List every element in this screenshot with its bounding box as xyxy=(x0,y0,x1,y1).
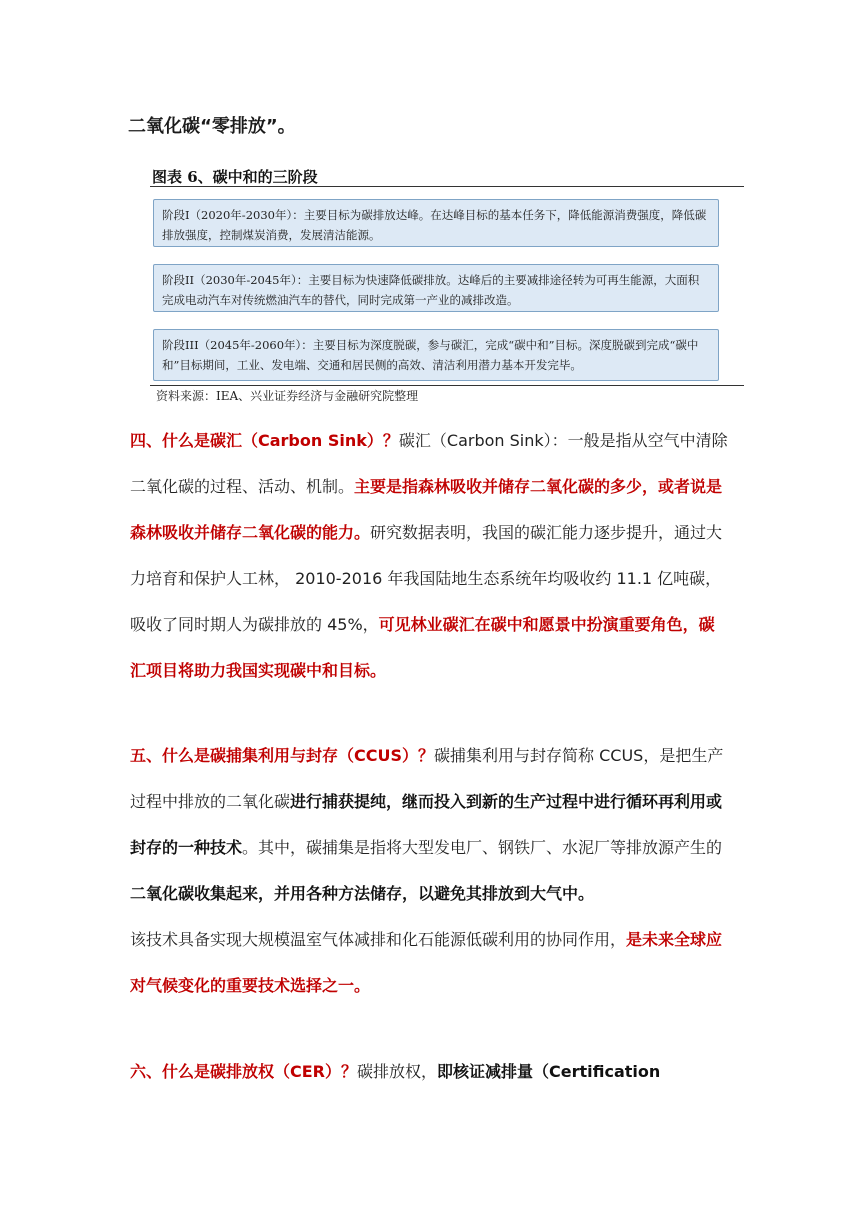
section-4-paragraph xyxy=(130,418,730,694)
stage-box-1 xyxy=(153,199,719,247)
section-5-paragraph xyxy=(130,733,730,1009)
stage-2-text: 阶段II（2030年-2045年）：主要目标为快速降低碳排放。达峰后的主要减排途径转为可再生能源，大面积完成电动汽车对传统燃油汽车的替代，同时完成第一产业的减排改造。 xyxy=(162,273,700,307)
section-4-text-1: 碳汇（Carbon Sink）：一般是指从空气中清除二氧化碳的过程、活动、机制。 xyxy=(130,431,728,496)
section-5-text-2: 。其中，碳捕集是指将大型发电厂、钢铁厂、水泥厂等排放源产生的 xyxy=(242,838,723,857)
figure-title: 图表 6、碳中和的三阶段 xyxy=(152,168,318,186)
figure-bottom-rule xyxy=(150,385,744,386)
section-4-highlight-1: 主要是指森林吸收并储存二氧化碳的多少，或者说是森林吸收并储存二氧化碳的能力。 xyxy=(130,477,723,542)
section-6-heading: 六、什么是碳排放权（CER）？ xyxy=(130,1062,357,1081)
figure-top-rule xyxy=(150,186,744,187)
stage-box-3 xyxy=(153,329,719,381)
lead-line: 二氧化碳“零排放”。 xyxy=(128,116,296,137)
stage-1-text: 阶段I（2020年-2030年）：主要目标为碳排放达峰。在达峰目标的基本任务下，降低能源消费强度，降低碳排放强度，控制煤炭消费，发展清洁能源。 xyxy=(162,208,707,242)
section-5-bold-1: 进行捕获提纯，继而投入到新的生产过程中进行循环再利用或封存的一种技术 xyxy=(130,792,723,857)
stage-3-text: 阶段III（2045年-2060年）：主要目标为深度脱碳，参与碳汇，完成“碳中和”目标。深度脱碳到完成“碳中和”目标期间，工业、发电端、交通和居民侧的高效、清洁利用潜力基本开发完毕。 xyxy=(162,338,699,372)
section-4-text-2: 研究数据表明，我国的碳汇能力逐步提升，通过大力培育和保护人工林， 2010-2016 年我国陆地生态系统年均吸收约 11.1 亿吨碳，吸收了同时期人为碳排放的 45%， xyxy=(130,523,723,634)
section-5-highlight: 是未来全球应对气候变化的重要技术选择之一。 xyxy=(130,930,723,995)
section-5-bold-2: 二氧化碳收集起来，并用各种方法储存，以避免其排放到大气中。 xyxy=(130,884,595,903)
section-6-paragraph xyxy=(130,1049,730,1095)
section-5-text-1: 碳捕集利用与封存简称 CCUS，是把生产过程中排放的二氧化碳 xyxy=(130,746,724,811)
section-4-heading: 四、什么是碳汇（Carbon Sink）？ xyxy=(130,431,399,450)
section-6-bold-1: 即核证减排量（Certification xyxy=(437,1062,661,1081)
figure-source: 资料来源：IEA、兴业证券经济与金融研究院整理 xyxy=(156,389,419,403)
stage-box-2 xyxy=(153,264,719,312)
section-4-highlight-2: 可见林业碳汇在碳中和愿景中扮演重要角色，碳汇项目将助力我国实现碳中和目标。 xyxy=(130,615,715,680)
section-5-text-3: 该技术具备实现大规模温室气体减排和化石能源低碳利用的协同作用， xyxy=(130,930,627,949)
section-6-text-1: 碳排放权， xyxy=(357,1062,438,1081)
section-5-heading: 五、什么是碳捕集利用与封存（CCUS）？ xyxy=(130,746,435,765)
